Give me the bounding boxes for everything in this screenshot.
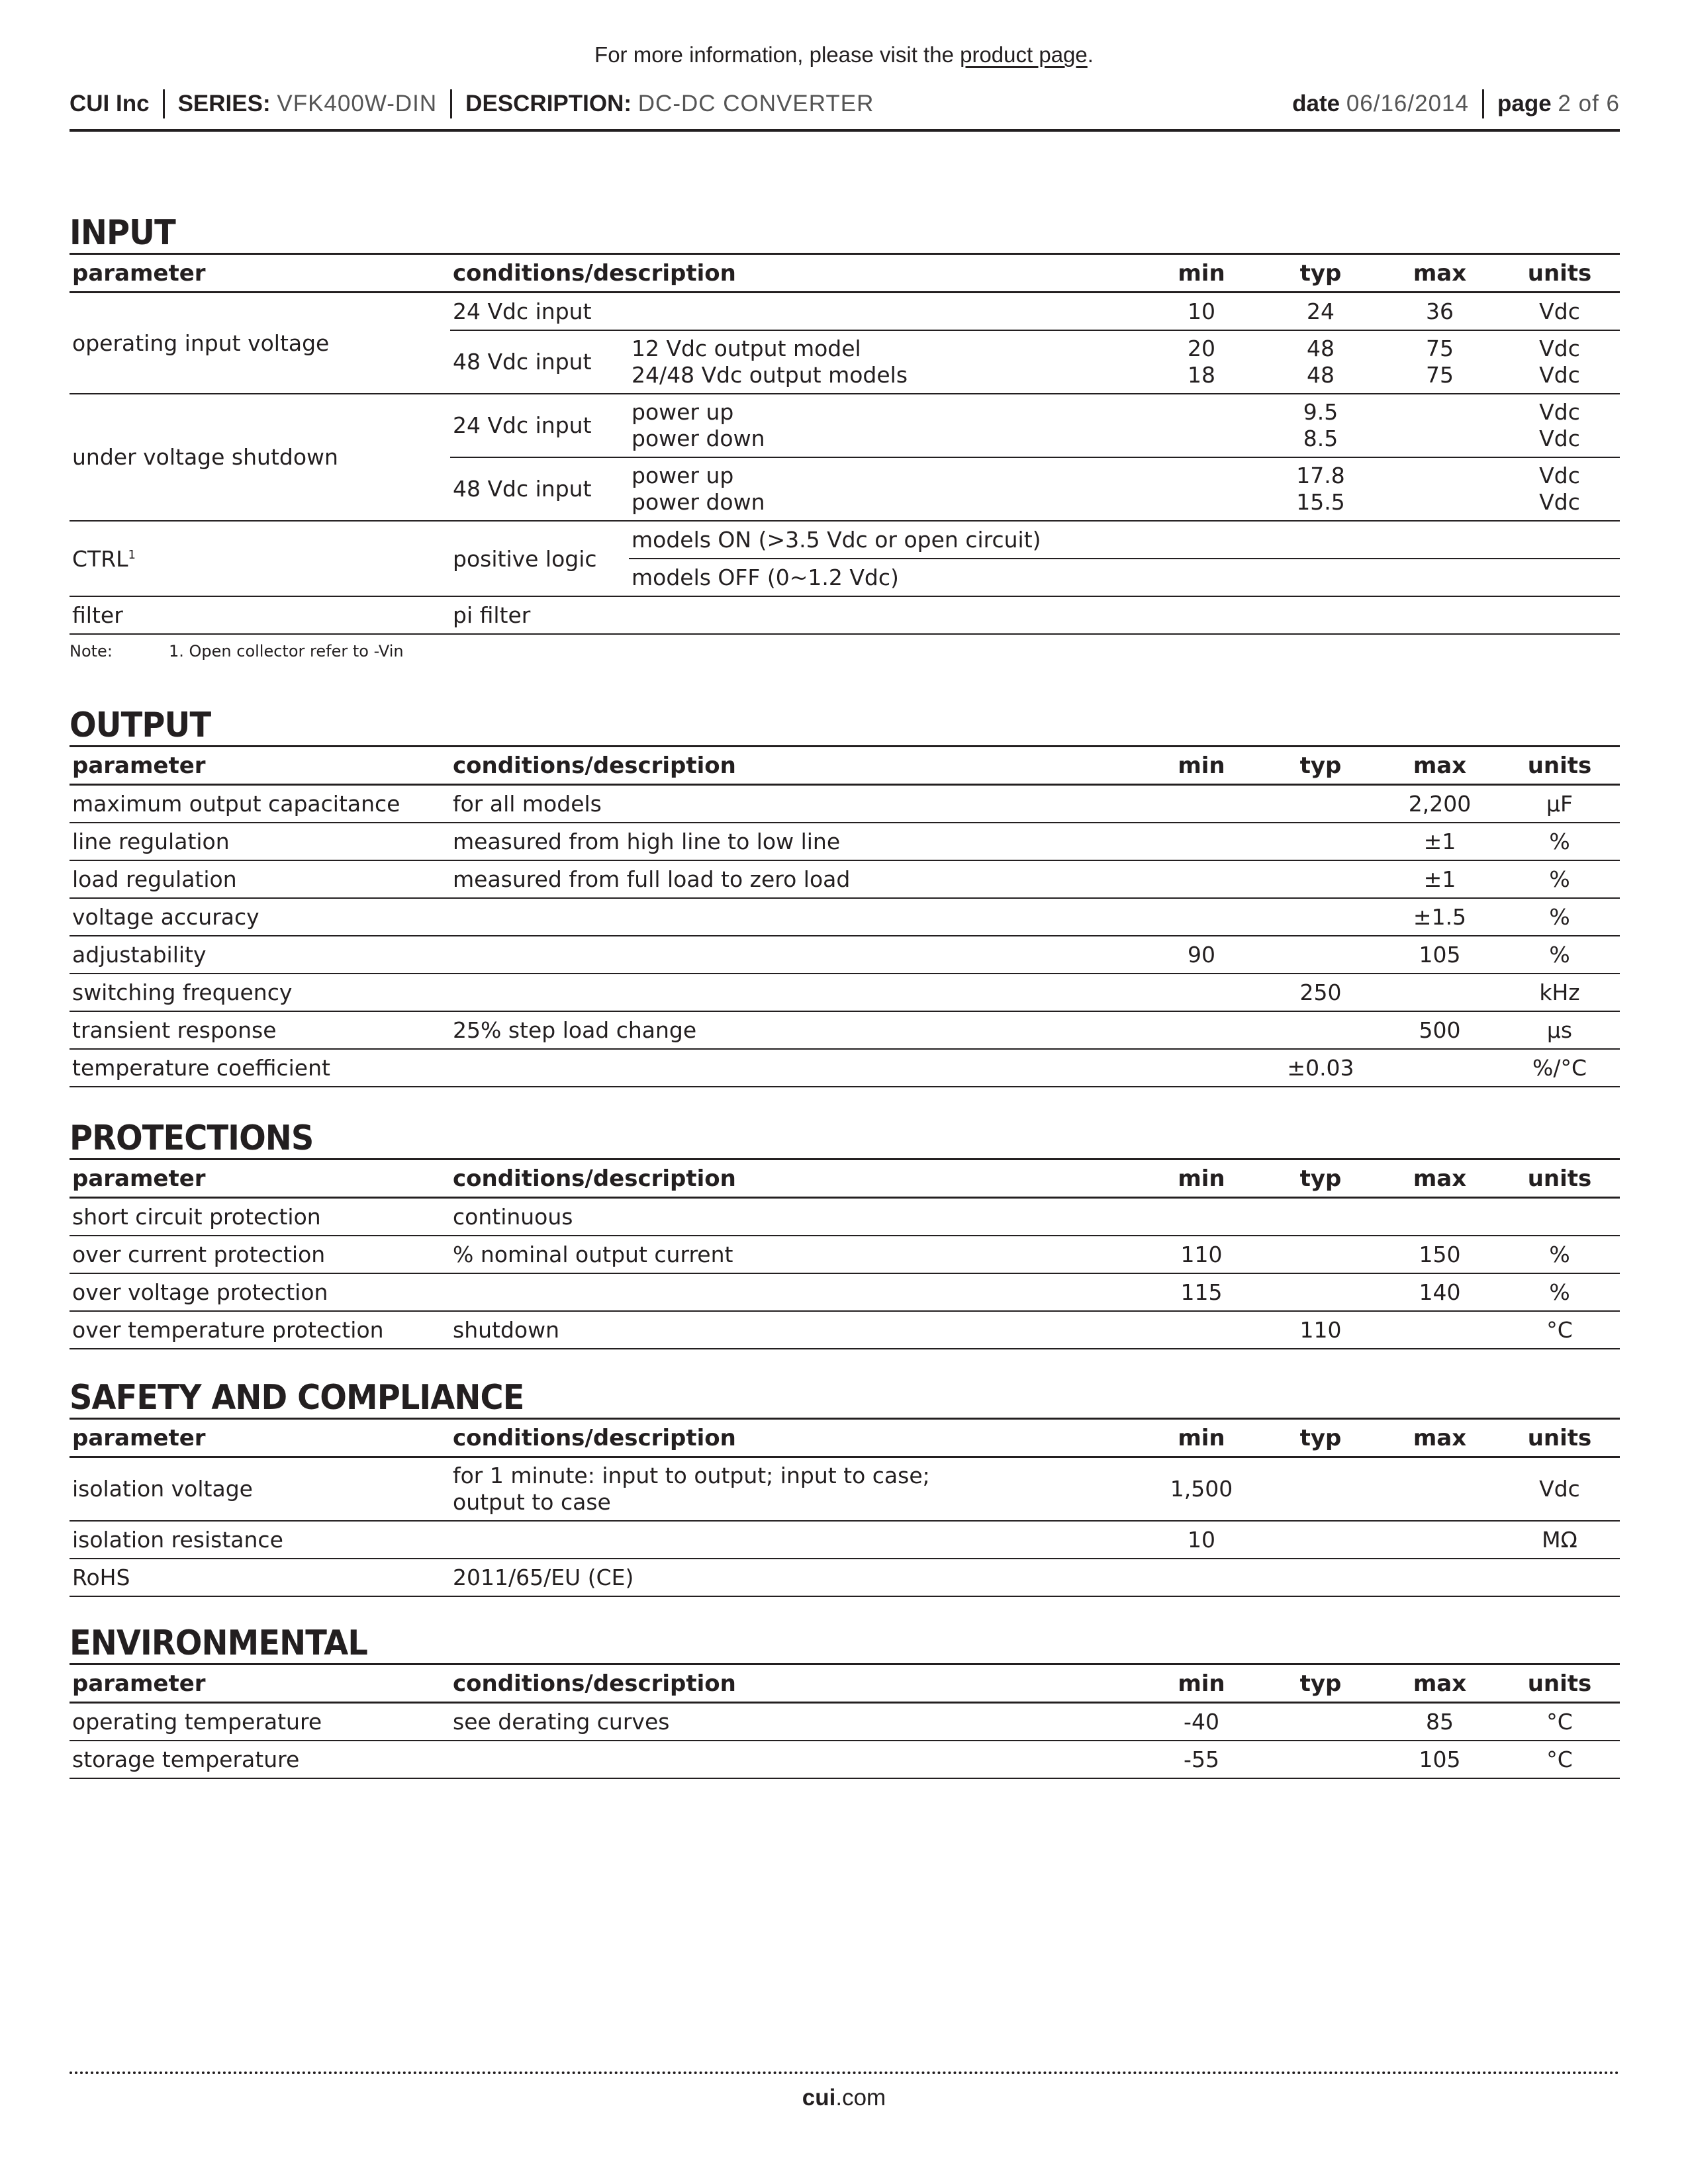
table-row	[70, 1236, 1620, 1273]
cond-cell	[450, 974, 1142, 1011]
footer-website	[0, 2085, 1688, 2111]
param-cell	[70, 521, 450, 596]
typ-cell	[1261, 898, 1380, 936]
min-cell	[1142, 898, 1261, 936]
value-line: Vdc	[1539, 426, 1580, 451]
max-cell	[1380, 1311, 1499, 1349]
max-cell	[1380, 1521, 1499, 1559]
max-cell	[1380, 394, 1499, 457]
max-cell	[1380, 330, 1499, 394]
param-cell: line regulation	[72, 829, 230, 854]
table-header-row	[70, 1160, 1620, 1198]
cond-cell	[450, 898, 1142, 936]
param-cell: isolation resistance	[72, 1527, 283, 1553]
max-cell: ±1	[1423, 866, 1456, 892]
product-page-link[interactable]: product page	[960, 42, 1088, 67]
param-cell: operating input voltage	[70, 293, 450, 394]
units-cell: %	[1549, 829, 1570, 854]
cond-cell: 25% step load change	[453, 1017, 697, 1043]
table-header-row	[70, 747, 1620, 785]
cond-cell	[450, 1273, 1142, 1311]
col-header-min: min	[1178, 1165, 1225, 1192]
col-header-typ: typ	[1299, 259, 1342, 287]
min-cell	[1142, 785, 1261, 823]
max-cell	[1380, 457, 1499, 521]
table-row	[70, 1521, 1620, 1559]
desc-cell: models OFF (0~1.2 Vdc)	[632, 565, 899, 590]
col-header-units: units	[1527, 259, 1592, 287]
value-line: 75	[1426, 336, 1454, 361]
value-line: 17.8	[1296, 463, 1345, 488]
cond-cell: see derating curves	[453, 1709, 670, 1735]
min-cell: -55	[1184, 1747, 1219, 1772]
value-line: Vdc	[1539, 399, 1580, 425]
col-header-typ: typ	[1299, 752, 1342, 779]
units-cell: µF	[1546, 791, 1573, 817]
typ-cell	[1261, 394, 1380, 457]
typ-cell: ±0.03	[1287, 1055, 1354, 1081]
param-cell: over temperature protection	[72, 1317, 384, 1343]
units-cell: %	[1549, 866, 1570, 892]
min-cell	[1142, 974, 1261, 1011]
col-header-min: min	[1178, 1670, 1225, 1697]
input-section	[70, 213, 1620, 668]
units-cell: Vdc	[1539, 298, 1580, 324]
typ-cell	[1261, 1273, 1380, 1311]
param-cell: over voltage protection	[72, 1279, 328, 1305]
max-cell: 105	[1419, 942, 1461, 968]
param-cell: filter	[72, 602, 123, 628]
page-label: page	[1497, 91, 1552, 116]
table-row	[70, 785, 1620, 823]
date-value: 06/16/2014	[1346, 91, 1469, 116]
protections-section	[70, 1118, 1620, 1349]
param-cell: maximum output capacitance	[72, 791, 400, 817]
param-cell: isolation voltage	[72, 1476, 253, 1502]
min-cell	[1142, 1049, 1261, 1087]
param-cell: over current protection	[72, 1242, 326, 1267]
col-header-max: max	[1413, 259, 1467, 287]
units-cell	[1499, 1198, 1620, 1236]
cond-cell: 2011/65/EU (CE)	[453, 1565, 634, 1590]
input-table	[70, 253, 1620, 635]
typ-cell	[1261, 1457, 1380, 1522]
table-header-row	[70, 254, 1620, 293]
table-row	[70, 1457, 1620, 1522]
table-row	[70, 974, 1620, 1011]
header-divider	[1482, 89, 1484, 118]
col-header-units: units	[1527, 1424, 1592, 1451]
param-cell: load regulation	[72, 866, 237, 892]
value-line: 15.5	[1296, 489, 1345, 515]
max-cell: 85	[1426, 1709, 1454, 1735]
units-cell: °C	[1546, 1709, 1573, 1735]
series-value: VFK400W-DIN	[277, 91, 438, 116]
date-label: date	[1292, 91, 1340, 116]
cond-cell: for all models	[453, 791, 602, 817]
min-cell: 10	[1188, 1527, 1215, 1553]
safety-table	[70, 1418, 1620, 1597]
description-value: DC-DC CONVERTER	[637, 91, 874, 116]
table-header-row	[70, 1664, 1620, 1703]
header-divider	[450, 89, 452, 118]
max-cell: 150	[1419, 1242, 1461, 1267]
value-line: Vdc	[1539, 362, 1580, 388]
desc-cell	[629, 330, 1142, 394]
col-header-conditions: conditions/description	[453, 1165, 736, 1192]
section-title-safety: SAFETY AND COMPLIANCE	[70, 1378, 524, 1418]
col-header-units: units	[1527, 1670, 1592, 1697]
footnote-marker: 1	[128, 547, 136, 562]
cond-cell: measured from high line to low line	[453, 829, 841, 854]
cond-cell	[450, 1741, 1142, 1778]
units-cell	[1499, 457, 1620, 521]
cond-line: output to case	[453, 1489, 611, 1515]
typ-cell	[1261, 860, 1380, 898]
value-line: Vdc	[1539, 489, 1580, 515]
max-cell	[1380, 1457, 1499, 1522]
col-header-conditions: conditions/description	[453, 259, 736, 287]
section-title-output: OUTPUT	[70, 705, 211, 745]
value-line: 9.5	[1303, 399, 1338, 425]
min-cell: 115	[1180, 1279, 1223, 1305]
param-cell: switching frequency	[72, 979, 293, 1005]
typ-cell	[1261, 1011, 1380, 1049]
typ-cell	[1261, 457, 1380, 521]
typ-cell	[1261, 785, 1380, 823]
param-cell: voltage accuracy	[72, 904, 259, 930]
table-row	[70, 1273, 1620, 1311]
param-cell: transient response	[72, 1017, 277, 1043]
description-label: DESCRIPTION:	[465, 91, 632, 116]
col-header-parameter: parameter	[72, 752, 206, 779]
units-cell	[1499, 394, 1620, 457]
param-cell: RoHS	[72, 1565, 130, 1590]
safety-section	[70, 1378, 1620, 1597]
table-row	[70, 1559, 1620, 1596]
typ-cell	[1261, 1741, 1380, 1778]
cond-cell: 24 Vdc input	[453, 412, 592, 438]
protections-table	[70, 1158, 1620, 1349]
max-cell	[1380, 1198, 1499, 1236]
value-line: 18	[1188, 362, 1216, 388]
col-header-units: units	[1527, 752, 1592, 779]
col-header-min: min	[1178, 752, 1225, 779]
max-cell: 500	[1419, 1017, 1461, 1043]
units-cell: kHz	[1539, 979, 1580, 1005]
desc-line: 12 Vdc output model	[632, 336, 861, 361]
table-row	[70, 1049, 1620, 1087]
table-row	[70, 293, 1620, 331]
cond-cell	[450, 936, 1142, 974]
desc-cell	[629, 394, 1142, 457]
top-info-text: For more information, please visit the	[594, 42, 954, 67]
min-cell	[1142, 457, 1261, 521]
cond-cell: 48 Vdc input	[453, 349, 592, 375]
cond-cell: 24 Vdc input	[453, 298, 592, 324]
value-line: 8.5	[1303, 426, 1338, 451]
max-cell: 36	[1426, 298, 1454, 324]
cond-cell: % nominal output current	[453, 1242, 733, 1267]
min-cell: 110	[1180, 1242, 1223, 1267]
header-rule	[70, 129, 1620, 132]
table-row	[70, 394, 1620, 457]
param-cell: temperature coefficient	[72, 1055, 330, 1081]
top-info-period: .	[1087, 42, 1094, 67]
units-cell: %/°C	[1532, 1055, 1587, 1081]
max-cell	[1380, 1049, 1499, 1087]
param-cell: short circuit protection	[72, 1204, 321, 1230]
max-cell: 2,200	[1408, 791, 1472, 817]
col-header-max: max	[1413, 1165, 1467, 1192]
min-cell	[1142, 1198, 1261, 1236]
desc-line: power up	[632, 399, 734, 425]
typ-cell	[1261, 1703, 1380, 1741]
param-cell: operating temperature	[72, 1709, 322, 1735]
typ-cell: 24	[1307, 298, 1335, 324]
min-cell: -40	[1184, 1709, 1219, 1735]
typ-cell	[1261, 1198, 1380, 1236]
table-row	[70, 1311, 1620, 1349]
table-row	[70, 596, 1620, 634]
units-cell	[1499, 330, 1620, 394]
cond-cell: positive logic	[450, 521, 629, 596]
table-row	[70, 1703, 1620, 1741]
value-line: 20	[1188, 336, 1216, 361]
col-header-max: max	[1413, 1424, 1467, 1451]
desc-line: power down	[632, 426, 765, 451]
value-line: Vdc	[1539, 336, 1580, 361]
desc-cell: models ON (>3.5 Vdc or open circuit)	[629, 521, 1620, 559]
value-line: Vdc	[1539, 463, 1580, 488]
max-cell: 105	[1419, 1747, 1461, 1772]
typ-cell: 110	[1299, 1317, 1342, 1343]
top-info-line	[0, 42, 1688, 68]
page-value: 2 of 6	[1558, 91, 1620, 116]
cond-cell: measured from full load to zero load	[453, 866, 851, 892]
table-row	[70, 860, 1620, 898]
cond-cell: continuous	[453, 1204, 573, 1230]
cond-cell	[450, 1049, 1142, 1087]
col-header-min: min	[1178, 259, 1225, 287]
typ-cell	[1261, 330, 1380, 394]
document-header	[70, 88, 1620, 120]
units-cell: µs	[1546, 1017, 1573, 1043]
min-cell: 90	[1188, 942, 1215, 968]
table-row	[70, 1011, 1620, 1049]
desc-line: 24/48 Vdc output models	[632, 362, 908, 388]
cond-cell: 48 Vdc input	[453, 476, 592, 502]
cond-cell	[450, 1521, 1142, 1559]
col-header-parameter: parameter	[72, 1424, 206, 1451]
col-header-min: min	[1178, 1424, 1225, 1451]
min-cell: 1,500	[1170, 1476, 1233, 1502]
note	[70, 635, 1620, 668]
company-name: CUI Inc	[70, 91, 150, 116]
section-title-protections: PROTECTIONS	[70, 1118, 314, 1158]
cond-cell	[450, 1457, 1142, 1522]
min-cell	[1142, 860, 1261, 898]
col-header-units: units	[1527, 1165, 1592, 1192]
units-cell: %	[1549, 942, 1570, 968]
footer-domain: .com	[835, 2085, 886, 2111]
output-table	[70, 745, 1620, 1087]
max-cell: ±1.5	[1413, 904, 1467, 930]
typ-cell: 250	[1299, 979, 1342, 1005]
typ-cell	[1261, 1521, 1380, 1559]
desc-cell	[629, 457, 1142, 521]
typ-cell	[1261, 1559, 1380, 1596]
table-row	[70, 1741, 1620, 1778]
max-cell: 140	[1419, 1279, 1461, 1305]
min-cell	[1142, 1559, 1261, 1596]
col-header-typ: typ	[1299, 1165, 1342, 1192]
units-cell: Vdc	[1539, 1476, 1580, 1502]
cond-line: for 1 minute: input to output; input to case;	[453, 1463, 930, 1488]
table-row	[70, 823, 1620, 860]
param-cell: under voltage shutdown	[70, 394, 450, 521]
cond-cell: shutdown	[453, 1317, 560, 1343]
min-cell	[1142, 1311, 1261, 1349]
typ-cell	[1261, 936, 1380, 974]
max-cell: ±1	[1423, 829, 1456, 854]
note-text: 1. Open collector refer to -Vin	[169, 642, 404, 660]
typ-cell	[1261, 1236, 1380, 1273]
param-cell: adjustability	[72, 942, 207, 968]
table-row	[70, 1198, 1620, 1236]
output-section	[70, 705, 1620, 1087]
col-header-max: max	[1413, 752, 1467, 779]
environmental-table	[70, 1663, 1620, 1779]
desc-line: power down	[632, 489, 765, 515]
desc-line: power up	[632, 463, 734, 488]
col-header-max: max	[1413, 1670, 1467, 1697]
table-row	[70, 898, 1620, 936]
col-header-parameter: parameter	[72, 1670, 206, 1697]
value-line: 75	[1426, 362, 1454, 388]
param-cell: storage temperature	[72, 1747, 300, 1772]
units-cell: MΩ	[1542, 1527, 1577, 1553]
min-cell	[1142, 1011, 1261, 1049]
units-cell: °C	[1546, 1317, 1573, 1343]
footer-brand: cui	[802, 2085, 836, 2111]
environmental-section	[70, 1623, 1620, 1779]
header-divider	[163, 89, 165, 118]
col-header-conditions: conditions/description	[453, 752, 736, 779]
footer-rule	[70, 2071, 1620, 2074]
max-cell	[1380, 1559, 1499, 1596]
typ-cell	[1261, 823, 1380, 860]
col-header-conditions: conditions/description	[453, 1424, 736, 1451]
units-cell: °C	[1546, 1747, 1573, 1772]
col-header-parameter: parameter	[72, 259, 206, 287]
param-text: CTRL	[72, 545, 128, 572]
note-label: Note:	[70, 642, 113, 660]
table-row	[70, 936, 1620, 974]
series-label: SERIES:	[177, 91, 271, 116]
units-cell: %	[1549, 904, 1570, 930]
min-cell	[1142, 330, 1261, 394]
section-title-input: INPUT	[70, 213, 175, 253]
value-line: 48	[1307, 336, 1335, 361]
min-cell	[1142, 823, 1261, 860]
value-line: 48	[1307, 362, 1335, 388]
col-header-typ: typ	[1299, 1670, 1342, 1697]
units-cell	[1499, 1559, 1620, 1596]
min-cell	[1142, 394, 1261, 457]
section-title-environmental: ENVIRONMENTAL	[70, 1623, 367, 1663]
table-header-row	[70, 1419, 1620, 1457]
col-header-typ: typ	[1299, 1424, 1342, 1451]
units-cell: %	[1549, 1242, 1570, 1267]
col-header-parameter: parameter	[72, 1165, 206, 1192]
min-cell: 10	[1188, 298, 1216, 324]
cond-cell: pi filter	[453, 602, 531, 628]
units-cell: %	[1549, 1279, 1570, 1305]
table-row	[70, 521, 1620, 559]
col-header-conditions: conditions/description	[453, 1670, 736, 1697]
max-cell	[1380, 974, 1499, 1011]
